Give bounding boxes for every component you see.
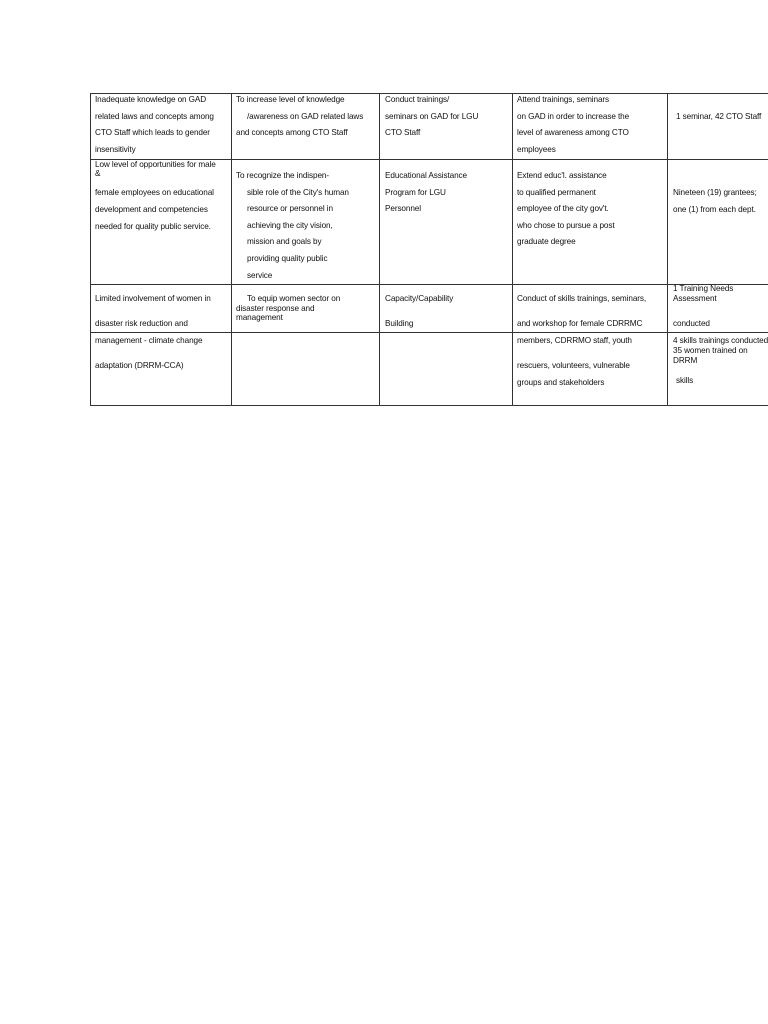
cell-line: rescuers, volunteers, vulnerable xyxy=(517,361,630,370)
table-column-divider xyxy=(379,93,380,406)
cell-line: mission and goals by xyxy=(247,237,322,246)
cell-line: 35 women trained on xyxy=(673,346,748,355)
cell-line: DRRM xyxy=(673,356,698,365)
cell-line: Program for LGU xyxy=(385,188,446,197)
table-column-divider xyxy=(667,93,668,406)
cell-line: disaster response and xyxy=(236,304,315,313)
cell-line: CTO Staff which leads to gender xyxy=(95,128,210,137)
cell-line: and workshop for female CDRRMC xyxy=(517,319,643,328)
cell-line: disaster risk reduction and xyxy=(95,319,188,328)
cell-line: To increase level of knowledge xyxy=(236,95,345,104)
cell-line: Personnel xyxy=(385,204,421,213)
cell-line: needed for quality public service. xyxy=(95,222,211,231)
cell-line: employee of the city gov't. xyxy=(517,204,609,213)
cell-line: graduate degree xyxy=(517,237,576,246)
cell-line: members, CDRRMO staff, youth xyxy=(517,336,632,345)
cell-line: skills xyxy=(676,376,694,385)
cell-line: Conduct trainings/ xyxy=(385,95,450,104)
cell-line: Attend trainings, seminars xyxy=(517,95,610,104)
cell-line: related laws and concepts among xyxy=(95,112,214,121)
cell-line: 1 seminar, 42 CTO Staff xyxy=(676,112,762,121)
cell-line: Limited involvement of women in xyxy=(95,294,211,303)
cell-line: seminars on GAD for LGU xyxy=(385,112,479,121)
cell-line: on GAD in order to increase the xyxy=(517,112,630,121)
cell-line: employees xyxy=(517,145,556,154)
cell-line: achieving the city vision, xyxy=(247,221,333,230)
cell-line: Low level of opportunities for male xyxy=(95,160,216,169)
cell-line: and concepts among CTO Staff xyxy=(236,128,348,137)
cell-line: service xyxy=(247,271,273,280)
cell-line: to qualified permanent xyxy=(517,188,596,197)
cell-line: /awareness on GAD related laws xyxy=(247,112,364,121)
cell-line: Inadequate knowledge on GAD xyxy=(95,95,207,104)
cell-line: To recognize the indispen- xyxy=(236,171,329,180)
cell-line: 1 Training Needs xyxy=(673,284,734,293)
cell-line: 4 skills trainings conducted xyxy=(673,336,768,345)
cell-line: Nineteen (19) grantees; xyxy=(673,188,757,197)
table-column-divider xyxy=(512,93,513,406)
table-border-left xyxy=(90,93,91,406)
cell-line: management - climate change xyxy=(95,336,203,345)
cell-line: groups and stakeholders xyxy=(517,378,605,387)
table-column-divider xyxy=(231,93,232,406)
cell-line: level of awareness among CTO xyxy=(517,128,629,137)
cell-line: To equip women sector on xyxy=(247,294,341,303)
cell-line: who chose to pursue a post xyxy=(517,221,615,230)
cell-line: insensitivity xyxy=(95,145,136,154)
cell-line: Conduct of skills trainings, seminars, xyxy=(517,294,647,303)
cell-line: adaptation (DRRM-CCA) xyxy=(95,361,184,370)
cell-line: sible role of the City's human xyxy=(247,188,349,197)
cell-line: Extend educ'l. assistance xyxy=(517,171,607,180)
cell-line: providing quality public xyxy=(247,254,328,263)
cell-line: development and competencies xyxy=(95,205,208,214)
cell-line: & xyxy=(95,169,101,178)
cell-line: one (1) from each dept. xyxy=(673,205,756,214)
cell-line: Assessment xyxy=(673,294,717,303)
cell-line: Educational Assistance xyxy=(385,171,468,180)
cell-line: CTO Staff xyxy=(385,128,421,137)
cell-line: conducted xyxy=(673,319,710,328)
cell-line: Capacity/Capability xyxy=(385,294,454,303)
cell-line: resource or personnel in xyxy=(247,204,333,213)
cell-line: female employees on educational xyxy=(95,188,214,197)
cell-line: Building xyxy=(385,319,414,328)
cell-line: management xyxy=(236,313,283,322)
